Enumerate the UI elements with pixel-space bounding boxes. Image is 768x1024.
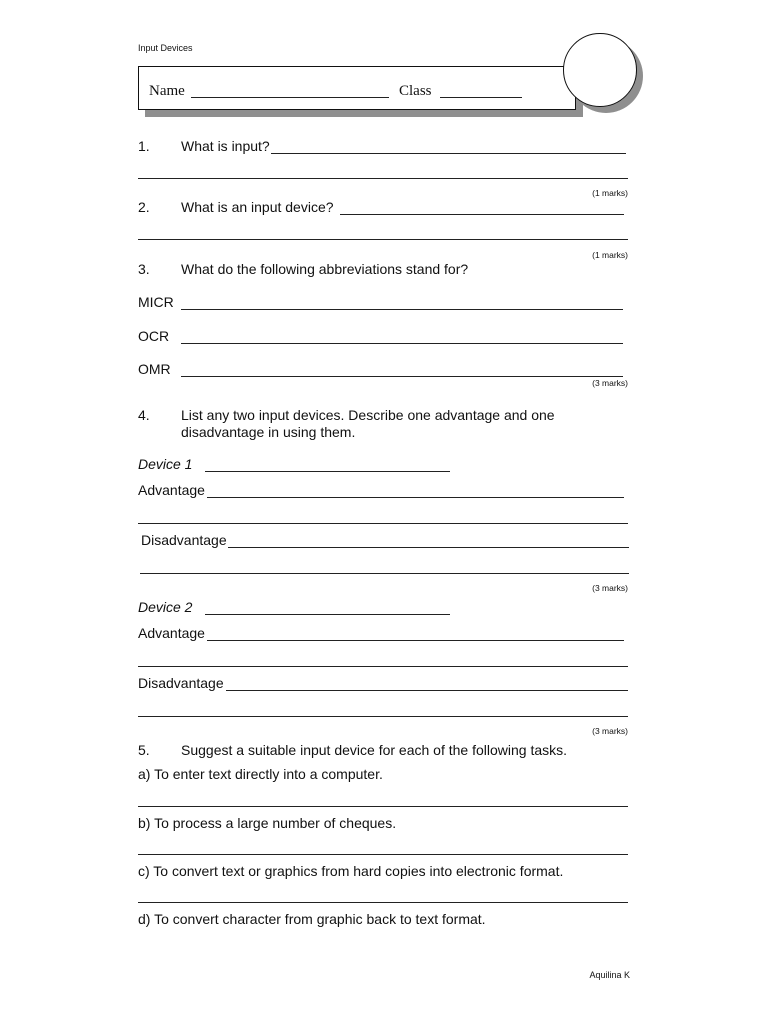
q5-task-a: a) To enter text directly into a computer. (138, 766, 383, 782)
q1-marks: (1 marks) (592, 188, 628, 198)
q4-device1-disadvantage-label: Disadvantage (141, 532, 227, 548)
q4-text-line2: disadvantage in using them. (181, 424, 356, 440)
q3-omr-line[interactable] (181, 376, 623, 377)
score-circle (563, 33, 637, 107)
q4-text-line1: List any two input devices. Describe one advantage and one (181, 407, 555, 423)
class-label: Class (399, 83, 432, 99)
q3-ocr-line[interactable] (181, 343, 623, 344)
q1-text: What is input? (181, 138, 270, 154)
q2-number: 2. (138, 199, 150, 215)
q4-number: 4. (138, 407, 150, 423)
q4-device1-advantage-line-1[interactable] (207, 497, 624, 498)
q4-device1-disadvantage-line-1[interactable] (228, 547, 629, 548)
q2-text: What is an input device? (181, 199, 334, 215)
q5-task-c-line[interactable] (138, 902, 628, 903)
q3-item-ocr: OCR (138, 328, 170, 344)
q5-task-c: c) To convert text or graphics from hard copies into electronic format. (138, 863, 564, 879)
q4-marks-2: (3 marks) (592, 726, 628, 736)
q3-number: 3. (138, 261, 150, 277)
q3-text: What do the following abbreviations stand for? (181, 261, 469, 277)
worksheet-topic: Input Devices (138, 43, 193, 53)
q4-device2-advantage-line-2[interactable] (138, 666, 628, 667)
q2-answer-line-2[interactable] (138, 239, 628, 240)
q5-task-b: b) To process a large number of cheques. (138, 815, 397, 831)
q4-device2-disadvantage-line-2[interactable] (138, 716, 628, 717)
q5-task-a-line[interactable] (138, 806, 628, 807)
q4-device2-disadvantage-label: Disadvantage (138, 675, 224, 691)
q4-device2-label: Device 2 (138, 599, 193, 615)
q2-answer-line-1[interactable] (340, 214, 624, 215)
q1-answer-line-2[interactable] (138, 178, 628, 179)
q5-text: Suggest a suitable input device for each of the following tasks. (181, 742, 568, 758)
name-label: Name (149, 83, 185, 99)
q4-device2-advantage-label: Advantage (138, 625, 205, 641)
q4-device2-advantage-line-1[interactable] (207, 640, 624, 641)
q4-device1-advantage-label: Advantage (138, 482, 205, 498)
q4-device1-advantage-line-2[interactable] (138, 523, 628, 524)
name-field-line[interactable] (191, 97, 389, 98)
q4-marks-1: (3 marks) (592, 583, 628, 593)
q4-device1-disadvantage-line-2[interactable] (140, 573, 629, 574)
q1-number: 1. (138, 138, 150, 154)
q1-answer-line-1[interactable] (271, 153, 626, 154)
q5-task-b-line[interactable] (138, 854, 628, 855)
q3-micr-line[interactable] (181, 309, 623, 310)
q4-device1-line[interactable] (205, 471, 450, 472)
q4-device2-disadvantage-line-1[interactable] (226, 690, 628, 691)
q3-item-micr: MICR (138, 294, 174, 310)
footer-author: Aquilina K (589, 970, 630, 980)
q4-device2-line[interactable] (205, 614, 450, 615)
q3-marks: (3 marks) (592, 378, 628, 388)
q3-item-omr: OMR (138, 361, 171, 377)
q2-marks: (1 marks) (592, 250, 628, 260)
q5-task-d: d) To convert character from graphic back to text format. (138, 911, 486, 927)
q5-number: 5. (138, 742, 150, 758)
name-class-box (138, 66, 576, 110)
class-field-line[interactable] (440, 97, 522, 98)
q4-device1-label: Device 1 (138, 456, 193, 472)
